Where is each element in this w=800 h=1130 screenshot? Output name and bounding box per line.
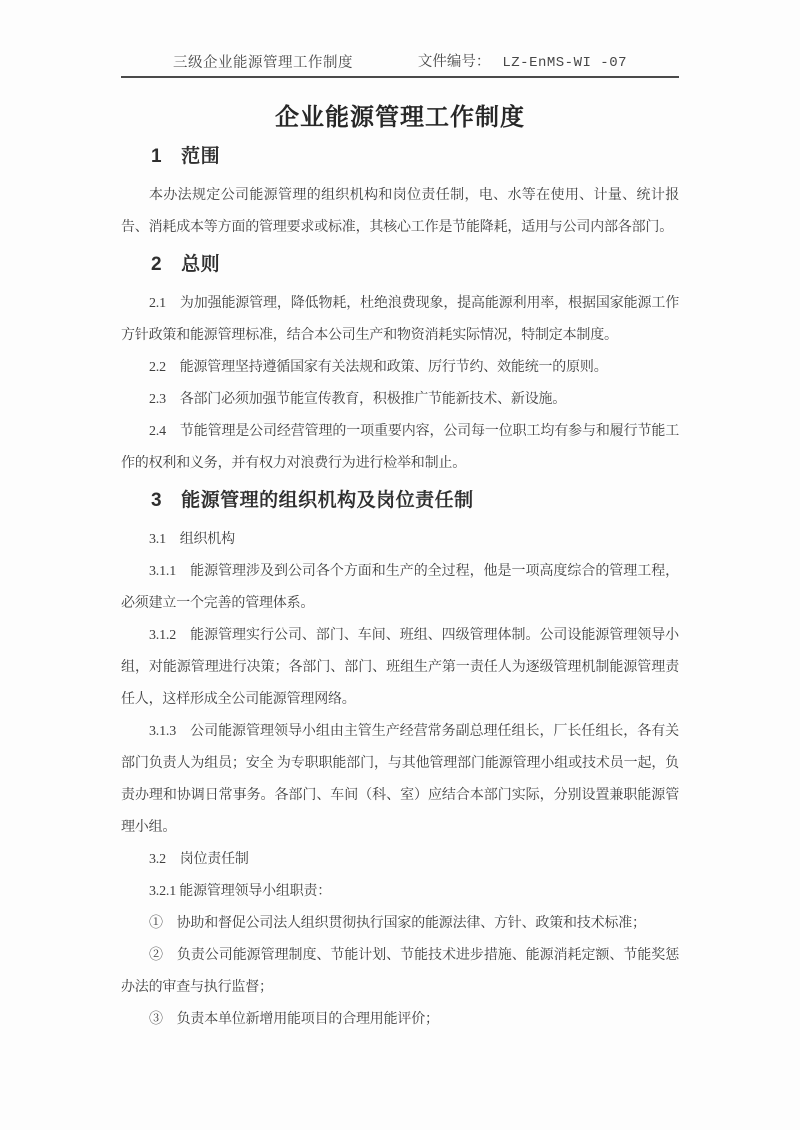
list-item-2: ② 负责公司能源管理制度、节能计划、节能技术进步措施、能源消耗定额、节能奖惩办法的审查与执行监督； [121, 948, 679, 995]
list-item-3: ③ 负责本单位新增用能项目的合理用能评价； [149, 1012, 439, 1027]
paragraph: 2.2 能源管理坚持遵循国家有关法规和政策、厉行节约、效能统一的原则。 [149, 360, 608, 375]
section-heading-2 [121, 247, 679, 283]
header-file-label: 文件编号： [417, 54, 491, 70]
header-doc-category: 三级企业能源管理工作制度 [173, 55, 353, 71]
section-number: 3 [151, 490, 163, 511]
paragraph: 3.1.2 能源管理实行公司、部门、车间、班组、四级管理体制。公司设能源管理领导小组，对能源管理进行决策；各部门、部门、班组生产第一责任人为逐级管理机制能源管理责任人，这样形成全公司能源管理网络。 [121, 628, 679, 707]
paragraph: 本办法规定公司能源管理的组织机构和岗位责任制，电、水等在使用、计量、统计报告、消耗成本等方面的管理要求或标准，其核心工作是节能降耗，适用与公司内部各部门。 [121, 188, 679, 235]
document-title: 企业能源管理工作制度 [275, 104, 525, 131]
section-number: 1 [151, 146, 163, 167]
header-file-number: LZ-EnMS-WI -07 [502, 55, 627, 71]
section-heading-3 [121, 483, 679, 519]
section-title: 能源管理的组织机构及岗位责任制 [181, 490, 474, 511]
paragraph: 3.1.3 公司能源管理领导小组由主管生产经营常务副总理任组长，厂长任组长，各有关部门负责人为组员；安全 为专职职能部门，与其他管理部门能源管理小组或技术员一起，负责办理和协调日常事务。各部门、车间（科、室）应结合本部门实际，分别设置兼职能源管理小组。 [121, 724, 679, 835]
paragraph: 3.2 岗位责任制 [149, 852, 249, 867]
header-file-no-group [418, 52, 627, 73]
paragraph: 3.1 组织机构 [149, 532, 235, 547]
section-title: 总则 [181, 254, 221, 275]
section-heading-1 [121, 139, 679, 175]
paragraph: 2.3 各部门必须加强节能宣传教育，积极推广节能新技术、新设施。 [149, 392, 567, 407]
paragraph: 3.2.1 能源管理领导小组职责： [149, 884, 332, 899]
section-number: 2 [151, 254, 163, 275]
paragraph: 2.1 为加强能源管理，降低物耗，杜绝浪费现象，提高能源利用率，根据国家能源工作方针政策和能源管理标准，结合本公司生产和物资消耗实际情况，特制定本制度。 [121, 296, 679, 343]
section-title: 范围 [181, 146, 221, 167]
paragraph: 2.4 节能管理是公司经营管理的一项重要内容，公司每一位职工均有参与和履行节能工作的权利和义务，并有权力对浪费行为进行检举和制止。 [121, 424, 679, 471]
page-header [121, 52, 679, 78]
list-item-1: ① 协助和督促公司法人组织贯彻执行国家的能源法律、方针、政策和技术标准； [149, 916, 646, 931]
paragraph: 3.1.1 能源管理涉及到公司各个方面和生产的全过程，他是一项高度综合的管理工程，必须建立一个完善的管理体系。 [121, 564, 679, 611]
